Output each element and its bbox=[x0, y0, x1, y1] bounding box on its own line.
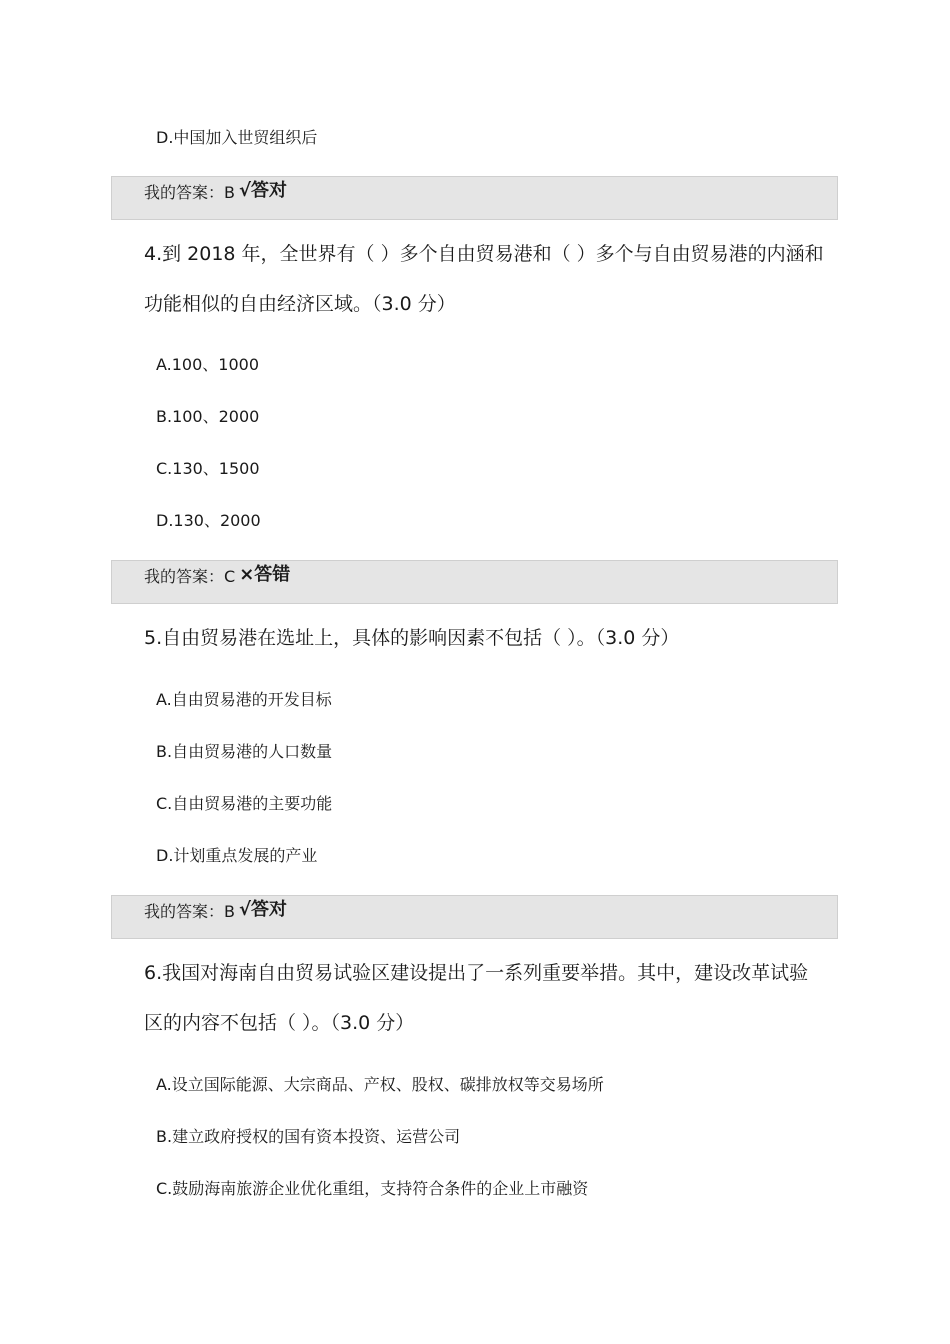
q3-option-d: D.中国加入世贸组织后 bbox=[156, 128, 318, 147]
q6-option-c: C.鼓励海南旅游企业优化重组，支持符合条件的企业上市融资 bbox=[156, 1179, 589, 1198]
q5-question: 5.自由贸易港在选址上，具体的影响因素不包括（ ）。（3.0 分） bbox=[144, 627, 680, 649]
answer-label: 我的答案：C bbox=[144, 567, 236, 586]
q5-option-b: B.自由贸易港的人口数量 bbox=[156, 742, 333, 761]
q4-option-c: C.130、1500 bbox=[156, 459, 260, 478]
answer-label: 我的答案：B bbox=[144, 183, 235, 202]
q6-option-b: B.建立政府授权的国有资本投资、运营公司 bbox=[156, 1127, 461, 1146]
q5-answer-bar bbox=[111, 895, 838, 939]
q5-option-c: C.自由贸易港的主要功能 bbox=[156, 794, 333, 813]
q5-option-a: A.自由贸易港的开发目标 bbox=[156, 690, 332, 709]
q5-option-d: D.计划重点发展的产业 bbox=[156, 846, 318, 865]
verdict-wrong: ×答错 bbox=[239, 564, 291, 585]
q4-question: 4.到 2018 年，全世界有（ ）多个自由贸易港和（ ）多个与自由贸易港的内涵和功能相似的自由经济区域。（3.0 分） bbox=[144, 243, 824, 315]
q4-option-a: A.100、1000 bbox=[156, 355, 260, 374]
answer-label: 我的答案：B bbox=[144, 902, 235, 921]
q5-answer bbox=[144, 899, 287, 922]
q4-option-b: B.100、2000 bbox=[156, 407, 260, 426]
q6-question: 6.我国对海南自由贸易试验区建设提出了一系列重要举措。其中，建设改革试验区的内容不包括（ ）。（3.0 分） bbox=[144, 962, 809, 1034]
q3-answer-bar bbox=[111, 176, 838, 220]
q4-option-d: D.130、2000 bbox=[156, 511, 261, 530]
verdict-correct: √答对 bbox=[238, 899, 287, 920]
q4-answer bbox=[144, 564, 291, 587]
q3-answer bbox=[144, 180, 287, 203]
verdict-correct: √答对 bbox=[238, 180, 287, 201]
q4-answer-bar bbox=[111, 560, 838, 604]
q6-option-a: A.设立国际能源、大宗商品、产权、股权、碳排放权等交易场所 bbox=[156, 1075, 604, 1094]
